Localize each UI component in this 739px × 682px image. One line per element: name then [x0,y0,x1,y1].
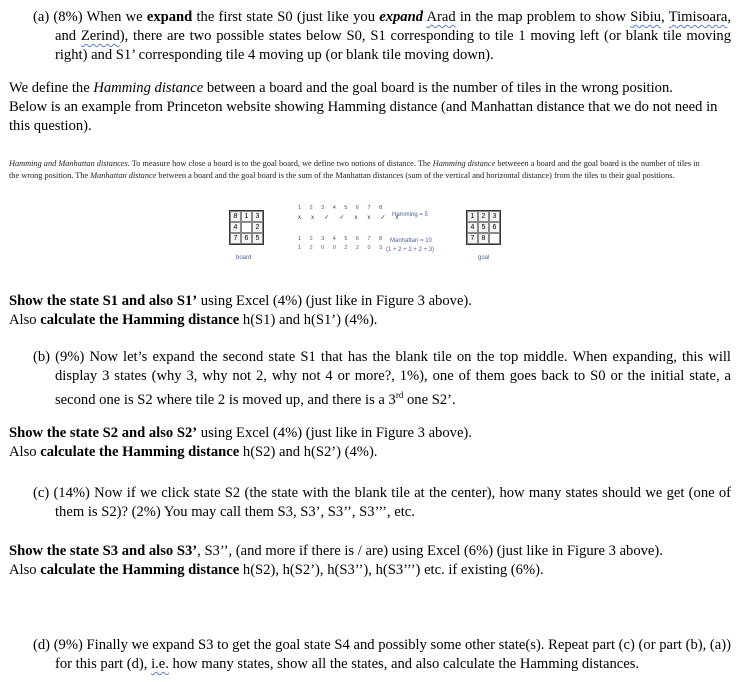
board-grid [229,210,264,245]
goal-grid [466,210,501,245]
goal-cell: 1 [467,211,478,222]
part-a-paragraph: (a) (8%) When we expand the first state S0 (just like you expand Arad in the map problem to show Sibiu, Timisoara, and Zerind), there are two possible states below S0, S1 corresponding to tile 1 moving left (or blank tile moving right) and S1’ corresponding tile 4 moving up (or blank tile moving down). [33,9,732,63]
board-cell: 8 [230,211,241,222]
part-b-paragraph: (b) (9%) Now let’s expand the second state S1 that has the blank tile on the top middle. When expanding, this will display 3 states (why 3, why not 2, why not 4 or more?, 1%), one of them goes back to S0 or the initial state, a second one is S2 where tile 2 is moved up, and there is a 3rd one S2’. [33,349,731,408]
goal-cell: 4 [467,222,478,233]
part-c-paragraph: (c) (14%) Now if we click state S2 (the state with the blank tile at the center), how many states should we get (one of them is S2)? (2%) You may call them S3, S3’, S3’’, S3’’’, etc. [33,485,731,520]
goal-cell: 8 [478,233,489,244]
part-d-paragraph: (d) (9%) Finally we expand S3 to get the goal state S4 and possibly some other state(s). Repeat part (c) (or part (b), (a)) for this part (d), i.e. how many states, show all the states, and also calculate the Hamming distances. [33,637,731,672]
goal-cell: 6 [489,222,500,233]
board-label: board [236,255,252,261]
index-row-bottom: 1 2 3 4 5 6 7 8 [298,236,386,242]
board-cell: 1 [241,211,252,222]
manhattan-sum: (1 + 2 + 2 + 2 + 3) [386,247,435,253]
index-row-top: 1 2 3 4 5 6 7 8 [298,205,386,211]
goal-cell: 7 [467,233,478,244]
task-a-show: Show the state S1 and also S1’ using Excel (4%) (just like in Figure 3 above). Also calculate the Hamming distance h(S1) and h(S1’) (4%). [9,293,472,328]
board-cell: 7 [230,233,241,244]
goal-cell [489,233,500,244]
board-cell: 5 [252,233,263,244]
hamming-definition: We define the Hamming distance between a board and the goal board is the number of tiles in the wrong position. Below is an example from Princeton website showing Hamming distance (and Manhattan distance that we do not need in this question). [9,80,718,134]
goal-cell: 3 [489,211,500,222]
goal-cell: 5 [478,222,489,233]
board-cell [241,222,252,233]
mismatch-row: x x ✓ ✓ x x ✓ x [298,215,403,221]
board-cell: 6 [241,233,252,244]
board-cell: 3 [252,211,263,222]
board-cell: 2 [252,222,263,233]
goal-cell: 2 [478,211,489,222]
figure-caption: Hamming and Manhattan distances. To measure how close a board is to the goal board, we define two notions of distance. The Hamming distance betweeen a board and the goal board is the number of tiles in the wrong position. The Manhattan distance between a board and the goal board is the sum of the Manhattan distances (sum of the vertical and horizontal distance) from the tiles to their goal positions. [9,159,700,180]
board-cell: 4 [230,222,241,233]
task-b-show: Show the state S2 and also S2’ using Excel (4%) (just like in Figure 3 above). Also calculate the Hamming distance h(S2) and h(S2’) (4%). [9,425,472,460]
distance-row: 1 2 0 0 2 2 0 3 [298,245,386,251]
goal-label: goal [478,255,490,261]
hamming-figure [0,202,739,272]
manhattan-value: Manhattan = 10 [390,238,432,244]
task-c-show: Show the state S3 and also S3’, S3’’, (and more if there is / are) using Excel (6%) (just like in Figure 3 above). Also calculate the Hamming distance h(S2), h(S2’), h(S3’’), h(S3’’’) etc. if existing (6%). [9,543,663,578]
hamming-value: Hamming = 5 [392,212,428,218]
